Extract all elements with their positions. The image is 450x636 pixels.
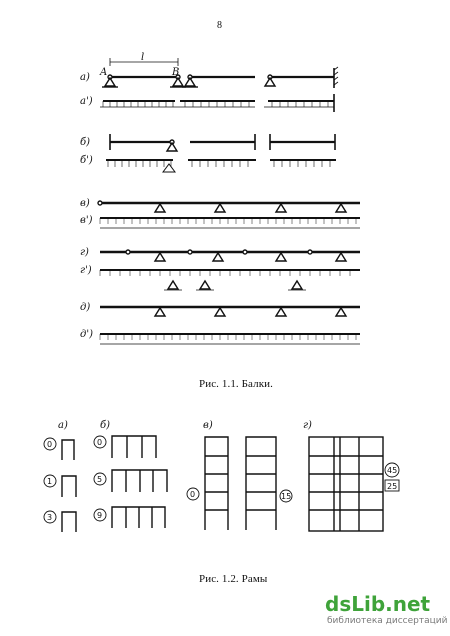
row-label-d: д) xyxy=(80,302,91,313)
row-label-v-prime: в') xyxy=(80,215,93,226)
group-label-v: в) xyxy=(203,420,213,431)
group-label-b: б) xyxy=(100,420,111,431)
beam-a-prime xyxy=(100,94,334,112)
point-label-b: B xyxy=(172,67,180,78)
frames-g xyxy=(309,437,383,531)
degree-label: 0 xyxy=(190,490,196,499)
beam-b-prime xyxy=(106,160,336,172)
degree-label: 3 xyxy=(47,513,53,522)
degree-label: 25 xyxy=(387,482,398,491)
row-label-a: а) xyxy=(80,72,90,83)
degree-label: 0 xyxy=(97,438,103,447)
row-label-d-prime: д') xyxy=(80,329,93,340)
degree-label: 0 xyxy=(47,440,53,449)
row-label-b-prime: б') xyxy=(80,155,93,166)
row-label-v: в) xyxy=(80,198,90,209)
degree-label: 45 xyxy=(387,466,398,475)
beam-a-overhang xyxy=(182,75,255,87)
row-label-b: б) xyxy=(80,137,91,148)
beam-a-cantilever xyxy=(265,67,338,88)
group-label-g: г) xyxy=(303,420,312,431)
group-label-a: а) xyxy=(58,420,68,431)
figure-2-caption: Рис. 1.2. Рамы xyxy=(199,573,268,585)
beam-g xyxy=(100,250,360,290)
row-label-g-prime: г') xyxy=(80,265,92,276)
span-label: l xyxy=(141,52,145,63)
degree-label: 1 xyxy=(47,477,53,486)
watermark xyxy=(325,592,447,632)
row-label-g: г) xyxy=(80,247,89,258)
degree-label: 5 xyxy=(97,475,103,484)
row-label-a-prime: а') xyxy=(80,96,93,107)
degree-label: 9 xyxy=(97,511,103,520)
beam-v xyxy=(98,201,360,228)
degree-label: 15 xyxy=(281,492,292,501)
frames-v xyxy=(205,437,276,530)
figure-1-caption: Рис. 1.1. Балки. xyxy=(199,378,274,390)
watermark-logo: dsLib.net xyxy=(325,592,431,616)
beam-d xyxy=(100,307,360,344)
frames-a xyxy=(62,440,76,532)
point-label-a: A xyxy=(100,67,108,78)
page-number: 8 xyxy=(217,20,222,31)
frames-b xyxy=(112,436,167,528)
watermark-subtitle: библиотека диссертаций xyxy=(327,616,448,626)
beam-b xyxy=(110,134,335,151)
